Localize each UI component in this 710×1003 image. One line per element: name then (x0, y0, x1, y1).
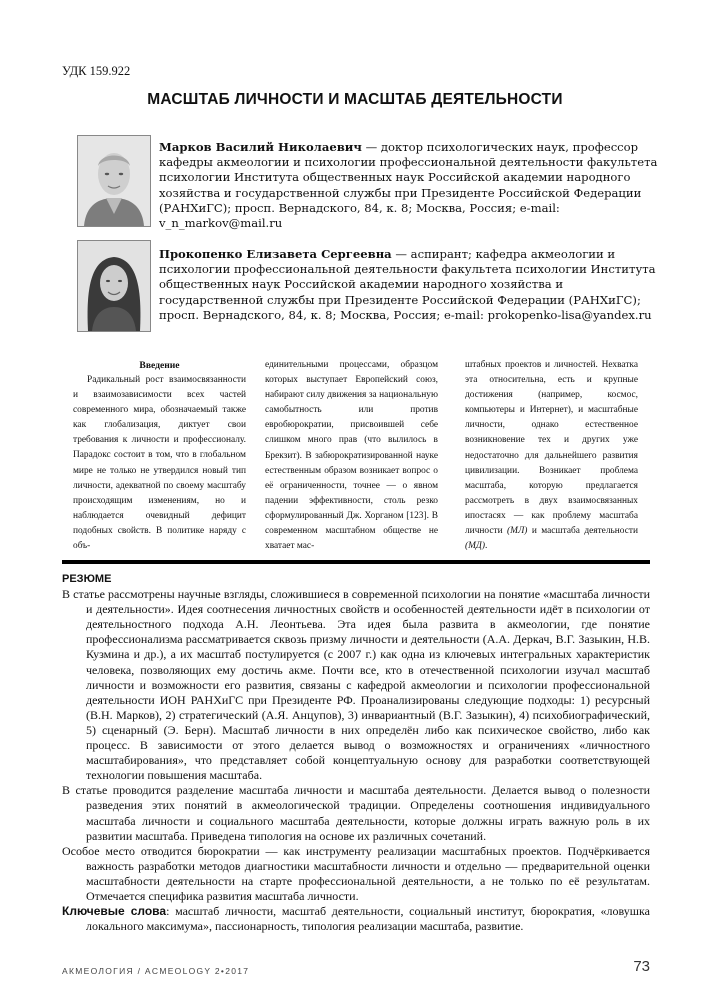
page-number: 73 (633, 958, 650, 975)
author-description: — аспирант; кафедра акмеологии и психологии профессиональной деятельности факультета психологии Института общественных наук Российской академии народного хозяйства и государственной службы при Президенте Российской Федерации (РАНХиГС); просп. Вернадского, 84, к. 8; Москва, Россия; e-mail: prokopenko-lisa@yandex.ru (159, 247, 656, 322)
author-description: — доктор психологических наук, профессор кафедры акмеологии и психологии профессиональной деятельности факультета психологии Института общественных наук Российской академии народного хозяйства и государственной службы при Президенте Российской Федерации (РАНХиГС); просп. Вернадского, 84, к. 8; Москва, Россия; e-mail: v_n_markov@mail.ru (159, 140, 658, 231)
abstract-paragraph-3: Особое место отводится бюрократии — как инструменту реализации масштабных проектов. Подчёркивается важность разработки методов диагностики масштабности личности и отдельно — предварительной оценки масштабности деятельности на старте профессиональной деятельности, а не только по её результатам. Отмечается специфика развития масштаба личности. (62, 843, 650, 903)
author-name: Марков Василий Николаевич (159, 140, 362, 154)
abbr-ml: (МЛ) (507, 526, 528, 537)
author-info-markov (159, 140, 659, 231)
abstract-paragraph-2: В статье проводится разделение масштаба личности и масштаба деятельности. Делается вывод о полезности разведения этих понятий в акмеологической традиции. Определены соотношения индивидуального масштаба личности и социального масштаба деятельности, которые должны играть важную роль в их развитии масштаба. Приведена типология на основе их различных сочетаний. (62, 783, 650, 843)
intro-paragraph (465, 358, 638, 554)
intro-text: . (485, 541, 488, 552)
author-photo-prokopenko (77, 240, 151, 332)
article-title: МАСШТАБ ЛИЧНОСТИ И МАСШТАБ ДЕЯТЕЛЬНОСТИ (147, 91, 563, 108)
section-divider (62, 560, 650, 564)
introduction-section (73, 358, 638, 550)
intro-column-2 (265, 358, 438, 554)
intro-text: и масштаба деятельности (527, 526, 638, 537)
intro-paragraph: единительными процессами, образцом которых выступает Европейский союз, набирают силу движения за национальную самобытность или против евробюрократии, присвоившей себе слишком много прав (что вылилось в Брекзит). В забюрократизированной науке естественным образом возникает вопрос о её ограниченности, точнее — о явном падении эффективности, столь резко сформулированный Дж. Хорганом [123]. В современном масштабном обществе не хватает мас- (265, 360, 438, 552)
intro-text: штабных проектов и личностей. Нехватка эта относительна, есть и крупные достижения (например, космос, компьютеры и Интернет), и масштабные личности, однако естественное возникновение тех и других уже недостаточно для дальнейшего развития цивилизации. Возникает проблема масштаба, которую предлагается рассмотреть в двух взаимосвязанных ипостасях — как проблему масштаба личности (465, 360, 638, 537)
intro-paragraph: Радикальный рост взаимосвязанности и взаимозависимости всех частей современного мира, обозначаемый также как глобализация, диктует свои требования к личности и профессионалу. Парадокс состоит в том, что в глобальном мире не только не утвердился новый тип личности, адекватной по своему масштабу происходящим изменениям, но и наблюдается очевидный дефицит подобных свойств. В политике наряду с объ- (73, 375, 246, 552)
abstract-section (62, 572, 650, 934)
abstract-heading: РЕЗЮМЕ (62, 573, 112, 585)
intro-heading: Введение (139, 360, 180, 371)
keywords (62, 904, 650, 934)
intro-column-3 (465, 358, 638, 554)
author-info-prokopenko (159, 247, 659, 323)
keywords-label: Ключевые слова (62, 904, 167, 919)
abstract-paragraph-1: В статье рассмотрены научные взгляды, сложившиеся в современной психологии на понятие «масштаба личности и деятельности». Идея соотнесения личностных свойств и особенностей деятельности идёт в психологии от деятельностного подхода А.Н. Леонтьева. Эта идея была развита в акмеологии, где понятие профессионализма рассматривается сквозь призму личности и деятельности (А.А. Деркач, В.Г. Зазыкин, Н.В. Кузмина и др.), а их масштаб постулируется (с 2007 г.) как одна из ключевых интегральных характеристик человека, позволяющих ему достичь акме. Почти все, кто в отечественной психологии изучал масштаб личности и возможности его развития, связаны с кафедрой акмеологии и психологии профессиональной деятельности ИОН РАНХиГС при Президенте РФ. Проанализированы следующие подходы: 1) ресурсный (В.Н. Марков), 2) стратегический (А.Я. Анцупов), 3) инвариантный (В.Г. Зазыкин), 4) психобиографический, 5) сценарный (Э. Берн). Масштаб личности в них определён либо как психическое свойство, либо как процесс. В зависимости от этого делается вывод о возможностях и ограничениях «личностного масштабирования», что представляет собой концептуальную основу для разработки соответствующей технологии повышения масштаба. (62, 587, 650, 783)
udk-code: УДК 159.922 (62, 64, 131, 78)
journal-footer: АКМЕОЛОГИЯ / ACMEOLOGY 2•2017 (62, 966, 250, 976)
author-photo-markov (77, 135, 151, 227)
author-name: Прокопенко Елизавета Сергеевна (159, 247, 392, 261)
abbr-md: (МД) (465, 541, 486, 552)
keywords-list: : масштаб личности, масштаб деятельности, социальный институт, бюрократия, «ловушка локального максимума», пассионарность, типология реализации масштаба, развитие. (86, 904, 650, 934)
intro-column-1 (73, 358, 246, 554)
